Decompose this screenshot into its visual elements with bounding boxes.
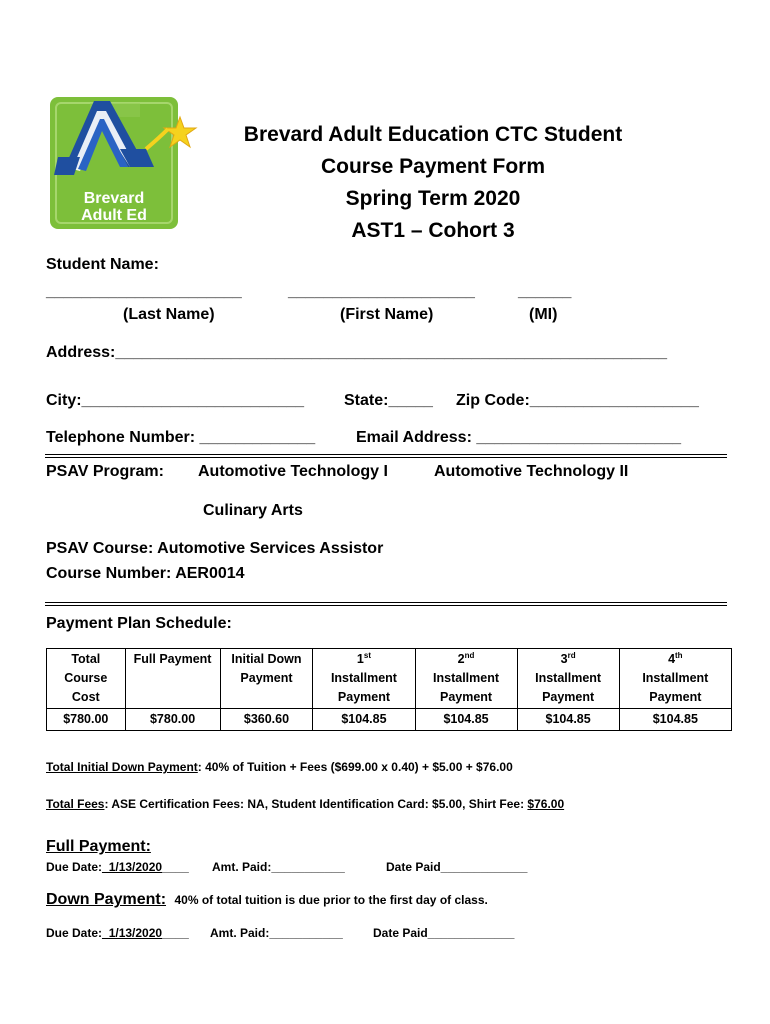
cell-initial-down-payment: $360.60	[220, 709, 313, 731]
header-full-payment: Full Payment	[125, 649, 220, 709]
full-payment-amount-paid[interactable]: Amt. Paid:___________	[212, 860, 345, 874]
logo-line1: Brevard	[83, 190, 145, 207]
header-installment-1: 1st Installment Payment	[313, 649, 415, 709]
cell-installment-4: $104.85	[619, 709, 731, 731]
title-line-3: Spring Term 2020	[345, 187, 521, 210]
down-payment-note	[46, 760, 513, 774]
down-payment-due-note: 40% of total tuition is due prior to the first day of class.	[174, 893, 488, 907]
email-field[interactable]: Email Address: _______________________	[356, 429, 681, 446]
cell-installment-1: $104.85	[313, 709, 415, 731]
header-installment-3: 3rd Installment Payment	[517, 649, 619, 709]
logo-line2: Adult Ed	[81, 207, 147, 224]
title-line-2: Course Payment Form	[320, 155, 546, 178]
psav-program-label: PSAV Program:	[46, 463, 164, 480]
cell-full-payment: $780.00	[125, 709, 220, 731]
divider-mid-2	[45, 605, 727, 606]
total-fees-text: : ASE Certification Fees: NA, Student Identification Card: $5.00, Shirt Fee:	[104, 797, 528, 811]
shirt-fee-value: $76.00	[527, 797, 565, 811]
divider-top-2	[45, 457, 727, 458]
table-row	[47, 709, 732, 731]
course-number: Course Number: AER0014	[46, 565, 245, 582]
header-installment-4: 4th Installment Payment	[619, 649, 731, 709]
title-line-1: Brevard Adult Education CTC Student	[243, 123, 623, 146]
payment-plan-label: Payment Plan Schedule:	[46, 615, 232, 632]
city-field[interactable]: City:_________________________	[46, 392, 305, 409]
down-payment-due-date[interactable]: Due Date:_1/13/2020____	[46, 926, 189, 940]
title-line-4: AST1 – Cohort 3	[351, 219, 515, 242]
program-option-culinary-arts[interactable]: Culinary Arts	[203, 502, 303, 519]
last-name-blank[interactable]: ______________________	[46, 283, 242, 300]
zip-field[interactable]: Zip Code:___________________	[456, 392, 699, 409]
down-payment-heading: Down Payment:	[46, 891, 167, 908]
form-title	[160, 119, 706, 247]
program-option-auto-tech-2[interactable]: Automotive Technology II	[434, 463, 629, 480]
mi-blank[interactable]: ______	[518, 283, 572, 300]
cell-total-course-cost: $780.00	[47, 709, 126, 731]
header-initial-down-payment: Initial Down Payment	[220, 649, 313, 709]
full-payment-due-date[interactable]: Due Date:_1/13/2020____	[46, 860, 189, 874]
program-option-auto-tech-1[interactable]: Automotive Technology I	[198, 463, 388, 480]
first-name-blank[interactable]: _____________________	[288, 283, 475, 300]
down-payment-amount-paid[interactable]: Amt. Paid:___________	[210, 926, 343, 940]
total-fees-note	[46, 797, 564, 811]
down-payment-line	[46, 891, 488, 909]
payment-schedule-table	[46, 648, 732, 731]
down-payment-date-paid[interactable]: Date Paid_____________	[373, 926, 515, 940]
full-payment-date-paid[interactable]: Date Paid_____________	[386, 860, 528, 874]
cell-installment-2: $104.85	[415, 709, 517, 731]
state-field[interactable]: State:_____	[344, 392, 433, 409]
student-name-label: Student Name:	[46, 256, 159, 273]
header-total-course-cost: Total Course Cost	[47, 649, 126, 709]
total-fees-label: Total Fees	[46, 797, 105, 811]
down-payment-note-text: : 40% of Tuition + Fees ($699.00 x 0.40) + $5.00 + $76.00	[197, 760, 513, 774]
mi-label: (MI)	[529, 306, 558, 323]
psav-course: PSAV Course: Automotive Services Assistor	[46, 540, 384, 557]
table-header-row	[47, 649, 732, 709]
full-payment-heading: Full Payment:	[46, 838, 151, 855]
header-installment-2: 2nd Installment Payment	[415, 649, 517, 709]
divider-mid-1	[45, 602, 727, 603]
cell-installment-3: $104.85	[517, 709, 619, 731]
divider-top-1	[45, 454, 727, 455]
first-name-label: (First Name)	[340, 306, 434, 323]
telephone-field[interactable]: Telephone Number: _____________	[46, 429, 316, 446]
down-payment-note-label: Total Initial Down Payment	[46, 760, 198, 774]
last-name-label: (Last Name)	[123, 306, 215, 323]
address-field[interactable]: Address:______________________________________________________________	[46, 344, 668, 361]
